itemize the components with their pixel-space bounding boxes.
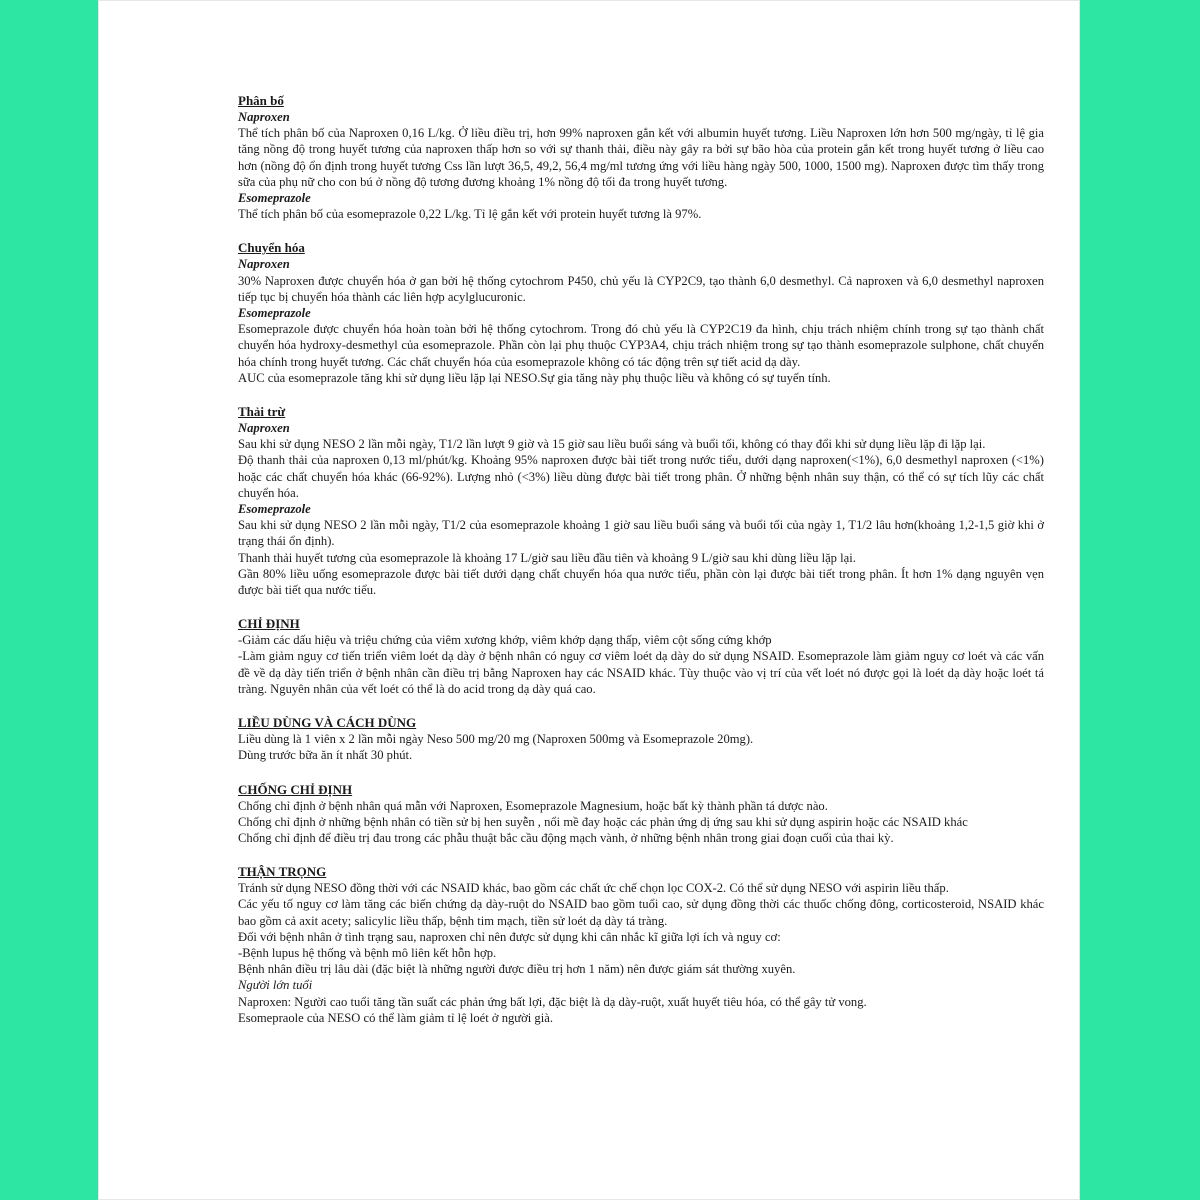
paragraph: Chống chỉ định ở những bệnh nhân có tiền sử bị hen suyễn , nổi mề đay hoặc các phản ứng dị ứng sau khi sử dụng aspirin hoặc các NSAID khác: [238, 814, 968, 829]
section: [238, 781, 1044, 847]
paragraph: Các yếu tố nguy cơ làm tăng các biến chứng dạ dày-ruột do NSAID bao gồm tuổi cao, sử dụng đồng thời các thuốc chống đông, corticosteroid, NSAID khác bao gồm cả axit acety; salicylic liều thấp, bệnh tim mạch, tiền sử loét dạ dày tá tràng.: [238, 897, 1044, 928]
paragraph: Tránh sử dụng NESO đồng thời với các NSAID khác, bao gồm các chất ức chế chọn lọc COX-2. Có thể sử dụng NESO với aspirin liều thấp.: [238, 881, 949, 896]
paragraph: Sau khi sử dụng NESO 2 lần mỗi ngày, T1/2 lần lượt 9 giờ và 15 giờ sau liều buổi sáng và buổi tối, không có thay đổi khi sử dụng liều lặp đi lặp lại.: [238, 437, 986, 452]
paragraph: Liều dùng là 1 viên x 2 lần mỗi ngày Neso 500 mg/20 mg (Naproxen 500mg và Esomeprazole 20mg).: [238, 732, 754, 747]
subheading: Người lớn tuổi: [238, 978, 313, 993]
paragraph: Thể tích phân bố của esomeprazole 0,22 L/kg. Tỉ lệ gắn kết với protein huyết tương là 97%.: [238, 207, 702, 222]
paragraph: -Giảm các dấu hiệu và triệu chứng của viêm xương khớp, viêm khớp dạng thấp, viêm cột sống cứng khớp: [238, 633, 772, 648]
paragraph: -Bệnh lupus hệ thống và bệnh mô liên kết hỗn hợp.: [238, 945, 497, 960]
subheading: Naproxen: [238, 257, 290, 272]
section: [238, 714, 1044, 763]
section-heading: Phân bố: [238, 93, 284, 108]
subheading: Naproxen: [238, 110, 290, 124]
paragraph: Thể tích phân bố của Naproxen 0,16 L/kg. Ở liều điều trị, hơn 99% naproxen gắn kết với albumin huyết tương. Liều Naproxen lớn hơn 500 mg/ngày, tỉ lệ gia tăng nồng độ trong huyết tương của naproxen thấp hơn so với sự thanh thải, điều này gây ra bởi sự bão hòa của protein gắn kết trong huyết tương ở liều cao hơn (nồng độ ổn định trong huyết tương Css lần lượt 36,5, 49,2, 56,4 mg/ml tương ứng với liều hàng ngày 500, 1000, 1500 mg). Naproxen được tìm thấy trong sữa của phụ nữ cho con bú ở nồng độ tương đương khoảng 1% nồng độ tối đa trong huyết tương.: [238, 126, 1044, 189]
document-page: [98, 0, 1080, 1200]
section-heading: Chuyển hóa: [238, 240, 305, 256]
section: [238, 403, 1044, 598]
section-heading: THẬN TRỌNG: [238, 864, 327, 880]
paragraph: Bệnh nhân điều trị lâu dài (đặc biệt là những người được điều trị hơn 1 năm) nên được giám sát thường xuyên.: [238, 962, 796, 977]
section-heading: CHỐNG CHỈ ĐỊNH: [238, 781, 353, 797]
subheading: Naproxen: [238, 421, 290, 436]
subheading: Esomeprazole: [238, 502, 311, 517]
section-heading: LIỀU DÙNG VÀ CÁCH DÙNG: [238, 715, 417, 731]
section-heading: CHỈ ĐỊNH: [238, 616, 300, 632]
paragraph: Đối với bệnh nhân ở tình trạng sau, naproxen chỉ nên được sử dụng khi cân nhắc kĩ giữa lợi ích và nguy cơ:: [238, 929, 781, 944]
paragraph: Thanh thải huyết tương của esomeprazole là khoảng 17 L/giờ sau liều đầu tiên và khoảng 9 L/giờ sau khi dùng liều lặp lại.: [238, 550, 856, 565]
paragraph: Esomeprazole được chuyển hóa hoàn toàn bởi hệ thống cytochrom. Trong đó chủ yếu là CYP2C19 đa hình, chịu trách nhiệm chính trong sự tạo thành chất chuyển hóa hydroxy-desmethyl của esomeprazole. Phần còn lại phụ thuộc CYP3A4, chịu trách nhiệm trong sự tạo thành esomeprazole sulphone, chất chuyển hóa chính trong huyết tương. Các chất chuyển hóa của esomeprazole không có tác động trên sự tiết acid dạ dày.: [238, 322, 1044, 369]
section: [238, 92, 1044, 222]
paragraph: -Làm giảm nguy cơ tiến triển viêm loét dạ dày ở bệnh nhân có nguy cơ viêm loét dạ dày do sử dụng NSAID. Esomeprazole làm giảm nguy cơ loét và các vấn đề về dạ dày tiến triển ở bệnh nhân cần điều trị bằng Naproxen hay các NSAID khác. Tùy thuộc vào vị trí của vết loét nó được gọi là loét dạ dày hoặc loét tá tràng. Nguyên nhân của vết loét có thể là do acid trong dạ dày quá cao.: [238, 649, 1044, 696]
paragraph: Esomepraole của NESO có thể làm giảm tỉ lệ loét ở người già.: [238, 1010, 553, 1025]
subheading: Esomeprazole: [238, 306, 311, 321]
paragraph: AUC của esomeprazole tăng khi sử dụng liều lặp lại NESO.Sự gia tăng này phụ thuộc liều và không có sự tuyến tính.: [238, 370, 831, 385]
paragraph: Chống chỉ định để điều trị đau trong các phẫu thuật bắc cầu động mạch vành, ở những bệnh nhân trong giai đoạn cuối của thai kỳ.: [238, 830, 894, 845]
paragraph: Dùng trước bữa ăn ít nhất 30 phút.: [238, 748, 413, 763]
paragraph: Sau khi sử dụng NESO 2 lần mỗi ngày, T1/2 của esomeprazole khoảng 1 giờ sau liều buổi sáng và buổi tối của ngày 1, T1/2 lâu hơn(khoảng 1,2-1,5 giờ khi ở trạng thái ổn định).: [238, 518, 1044, 549]
subheading: Esomeprazole: [238, 191, 311, 206]
paragraph: Độ thanh thải của naproxen 0,13 ml/phút/kg. Khoảng 95% naproxen được bài tiết trong nước tiểu, dưới dạng naproxen(<1%), 6,0 desmethyl naproxen (<1%) hoặc các chất chuyển hóa khác (66-92%). Lượng nhỏ (<3%) liều dùng được bài tiết trong phân. Ở những bệnh nhân suy thận, có thể có sự tích lũy các chất chuyển hóa.: [238, 453, 1044, 500]
section: [238, 863, 1044, 1026]
paragraph: Naproxen: Người cao tuổi tăng tần suất các phản ứng bất lợi, đặc biệt là dạ dày-ruột, xuất huyết tiêu hóa, có thể gây tử vong.: [238, 994, 867, 1009]
document-body: [238, 92, 1044, 1026]
section-heading: Thải trừ: [238, 404, 286, 420]
paragraph: Chống chỉ định ở bệnh nhân quá mẫn với Naproxen, Esomeprazole Magnesium, hoặc bất kỳ thành phần tá dược nào.: [238, 798, 828, 813]
paragraph: 30% Naproxen được chuyển hóa ở gan bởi hệ thống cytochrom P450, chủ yếu là CYP2C9, tạo thành 6,0 desmethyl. Cả naproxen và 6,0 desmethyl naproxen tiếp tục bị chuyển hóa thành các liên hợp acylglucuronic.: [238, 273, 1044, 304]
section: [238, 615, 1044, 697]
paragraph: Gần 80% liều uống esomeprazole được bài tiết dưới dạng chất chuyển hóa qua nước tiểu, phần còn lại được bài tiết trong phân. Ít hơn 1% dạng nguyên vẹn được bài tiết qua nước tiểu.: [238, 566, 1044, 598]
section: [238, 239, 1044, 386]
